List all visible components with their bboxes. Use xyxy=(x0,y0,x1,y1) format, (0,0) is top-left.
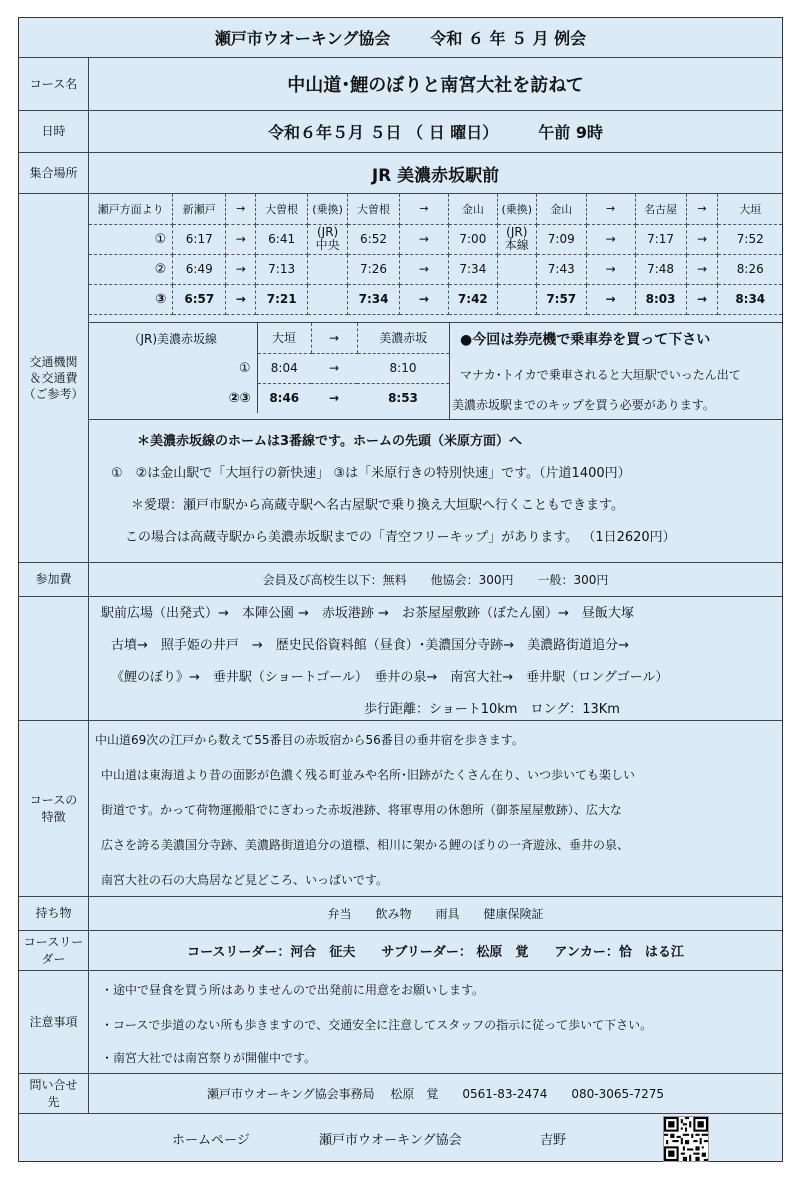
features-label xyxy=(19,721,89,896)
table-row xyxy=(89,383,449,413)
homepage-label: ホームページ xyxy=(172,1133,250,1148)
timetable-header: → xyxy=(400,194,449,224)
contact-row xyxy=(19,1074,782,1114)
timetable-header: → xyxy=(226,194,256,224)
features-row xyxy=(19,721,782,897)
time-cell: 8:04 xyxy=(257,353,311,383)
meeting-label: 集合場所 xyxy=(19,153,89,193)
route-line3: 《鯉のぼり》→ 垂井駅（ショートゴール） 垂井の泉→ 南宮大社→ 垂井駅（ロングゴール） xyxy=(111,670,669,685)
time-cell: 6:17 xyxy=(173,224,226,254)
jr-prefix: (JR) xyxy=(316,225,339,240)
datetime-label: 日時 xyxy=(19,111,89,152)
arrow-cell: → xyxy=(226,224,256,254)
train-number: ③ xyxy=(89,284,173,314)
train-number: ① xyxy=(238,360,251,376)
time-cell: 8:46 xyxy=(257,383,311,413)
items-value: 弁当 飲み物 雨具 健康保険証 xyxy=(327,907,544,921)
meeting-row xyxy=(19,153,782,194)
route-content xyxy=(89,597,782,720)
mino-akasaka-table xyxy=(89,323,449,413)
caution-line2: ・コースで歩道のない所も歩きますので、交通安全に注意してスタッフの指示に従って歩いて下さい。 xyxy=(101,1018,653,1032)
jr-prefix: (JR) xyxy=(506,225,528,240)
caution-content xyxy=(89,971,782,1073)
fee-label: 参加費 xyxy=(19,563,89,596)
leaders-label-line1: コースリー xyxy=(23,935,84,950)
header-org: 瀬戸市ウオーキング協会 xyxy=(214,29,391,48)
mino-from-station: 大垣 xyxy=(257,323,311,353)
time-cell: 8:10 xyxy=(357,353,449,383)
fee-value: 会員及び高校生以下：無料 他協会：300円 一般：300円 xyxy=(262,573,609,587)
fee-row xyxy=(19,563,782,597)
transport-note2: ① ②は金山駅で「大垣行の新快速」 ③は「米原行きの特別快速」です。（片道1400円） xyxy=(111,466,631,481)
mino-akasaka-section xyxy=(89,323,449,419)
contact-label-line2: 先 xyxy=(47,1094,60,1109)
timetable-header: 大垣 xyxy=(718,194,782,224)
transport-note4: この場合は高蔵寺駅から美濃赤坂駅までの「青空フリーキップ」があります。 （1日2620円） xyxy=(125,530,676,545)
mino-to-station: 美濃赤坂 xyxy=(357,323,449,353)
event-date: 令和６年５月 ５日 （ 日 曜日） xyxy=(267,123,499,142)
time-cell: 6:41 xyxy=(256,224,308,254)
features-line3: 街道です。かって荷物運搬船でにぎわった赤坂港跡、将軍専用の休憩所（御茶屋屋敷跡）、広大な xyxy=(101,803,622,817)
arrow-cell: → xyxy=(586,224,635,254)
empty-cell xyxy=(497,284,536,314)
flyer-header xyxy=(19,18,782,58)
arrow-cell: → xyxy=(400,284,449,314)
timetable-header: 金山 xyxy=(448,194,497,224)
arrow-cell: → xyxy=(400,224,449,254)
timetable-header: → xyxy=(686,194,718,224)
arrow-cell: → xyxy=(226,254,256,284)
jr-honsen-line xyxy=(497,224,536,254)
footer xyxy=(19,1114,782,1162)
arrow-cell: → xyxy=(311,323,357,353)
ticket-line1: マナカ･トイカで乗車されると大垣駅でいったん出て xyxy=(460,368,741,382)
time-cell: 7:57 xyxy=(536,284,586,314)
empty-cell xyxy=(308,254,348,284)
time-cell: 7:21 xyxy=(256,284,308,314)
route-row xyxy=(19,597,782,721)
time-cell: 7:48 xyxy=(635,254,686,284)
table-row xyxy=(89,284,782,314)
event-time: 午前 9時 xyxy=(538,123,603,142)
caution-label: 注意事項 xyxy=(19,971,89,1073)
time-cell: 7:26 xyxy=(348,254,400,284)
empty-cell xyxy=(497,254,536,284)
timetable-header: 瀬戸方面より xyxy=(89,194,173,224)
leaders-label-line2: ダー xyxy=(41,951,66,966)
arrow-cell: → xyxy=(686,254,718,284)
time-cell: 6:52 xyxy=(348,224,400,254)
route-label xyxy=(19,597,89,720)
time-cell: 7:00 xyxy=(448,224,497,254)
train-number: ②③ xyxy=(228,390,251,406)
transport-note3: ＊愛環：瀬戸市駅から高蔵寺駅へ名古屋駅で乗り換え大垣駅へ行くこともできます。 xyxy=(131,498,624,513)
features-label-line2: 特徴 xyxy=(41,809,66,824)
timetable-header: (乗換) xyxy=(308,194,348,224)
table-row xyxy=(89,353,449,383)
transport-label-line3: （ご参考） xyxy=(23,387,84,402)
datetime-content xyxy=(89,111,782,152)
arrow-cell: → xyxy=(686,284,718,314)
course-label: コース名 xyxy=(19,58,89,110)
jr-line-name: 本線 xyxy=(504,238,529,252)
timetable-header: 金山 xyxy=(536,194,586,224)
train-number: ② xyxy=(89,254,173,284)
transport-content xyxy=(89,194,782,562)
timetable-header: 大曽根 xyxy=(256,194,308,224)
timetable-header: 大曽根 xyxy=(348,194,400,224)
time-cell: 7:43 xyxy=(536,254,586,284)
time-cell: 8:53 xyxy=(388,391,418,406)
time-cell: 7:52 xyxy=(718,224,782,254)
header-date: 令和 ６ 年 ５ 月 例会 xyxy=(430,29,587,48)
arrow-cell: → xyxy=(686,224,718,254)
timetable-header: → xyxy=(586,194,635,224)
features-line2: 中山道は東海道より昔の面影が色濃く残る町並みや名所･旧跡がたくさん在り、いつ歩いても楽しい xyxy=(101,768,636,782)
time-cell: 6:57 xyxy=(173,284,226,314)
features-label-line1: コースの xyxy=(29,793,78,808)
arrow-cell: → xyxy=(226,284,256,314)
time-cell: 7:17 xyxy=(635,224,686,254)
leaders-label xyxy=(19,931,89,970)
contact-label xyxy=(19,1074,89,1113)
arrow-cell: → xyxy=(400,254,449,284)
features-content xyxy=(89,721,782,896)
homepage-name: 吉野 xyxy=(540,1133,567,1148)
transport-label xyxy=(19,194,89,562)
ticket-title: ●今回は券売機で乗車券を買って下さい xyxy=(460,332,711,348)
arrow-cell: → xyxy=(311,353,357,383)
transport-label-line1: 交通機関 xyxy=(29,354,78,369)
time-cell: 7:34 xyxy=(348,284,400,314)
route-line1: 駅前広場（出発式）→ 本陣公園 → 赤坂港跡 → お茶屋屋敷跡（ぼたん園）→ 昼飯大塚 xyxy=(101,606,634,621)
caution-row xyxy=(19,971,782,1074)
features-line1: 中山道69次の江戸から数えて55番目の赤坂宿から56番目の垂井宿を歩きます。 xyxy=(95,733,524,747)
leaders-row xyxy=(19,931,782,971)
qr-code-icon[interactable] xyxy=(663,1116,709,1162)
time-cell: 7:09 xyxy=(536,224,586,254)
jr-chuo-line xyxy=(308,224,348,254)
caution-line3: ・南宮大社では南宮祭りが開催中です。 xyxy=(101,1051,317,1065)
items-row xyxy=(19,897,782,931)
transport-label-line2: ＆交通費 xyxy=(29,370,78,385)
time-cell: 6:49 xyxy=(173,254,226,284)
contact-label-line1: 問い合せ xyxy=(29,1078,78,1093)
table-row xyxy=(89,224,782,254)
train-timetable xyxy=(89,194,782,315)
timetable-header: 新瀬戸 xyxy=(173,194,226,224)
jr-line-name: 中央 xyxy=(315,238,340,252)
features-line4: 広さを誇る美濃国分寺跡、美濃路街道追分の道標、相川に架かる鯉のぼりの一斉遊泳、垂井の泉、 xyxy=(101,838,630,852)
homepage-org: 瀬戸市ウオーキング協会 xyxy=(319,1133,462,1148)
time-cell: 8:34 xyxy=(718,284,782,314)
transport-note1: ＊美濃赤坂線のホームは3番線です。ホームの先頭（米原方面）へ xyxy=(137,434,523,449)
ticket-line2: 美濃赤坂駅までのキップを買う必要があります。 xyxy=(452,398,715,412)
contact-value: 瀬戸市ウオーキング協会事務局 松原 覚 0561-83-2474 080-3065-7275 xyxy=(206,1087,665,1101)
empty-cell xyxy=(308,284,348,314)
route-line2: 古墳→ 照手姫の井戸 → 歴史民俗資料館（昼食）･美濃国分寺跡→ 美濃路街道追分→ xyxy=(111,638,630,653)
mino-line-name: （JR)美濃赤坂線 xyxy=(128,331,218,346)
arrow-cell: → xyxy=(586,284,635,314)
features-line5: 南宮大社の石の大鳥居など見どころ、いっぱいです。 xyxy=(101,873,389,887)
course-row xyxy=(19,58,782,111)
meeting-place: JR 美濃赤坂駅前 xyxy=(371,165,500,186)
flyer xyxy=(18,17,783,1162)
arrow-cell: → xyxy=(586,254,635,284)
train-number: ① xyxy=(89,224,173,254)
table-row xyxy=(89,323,449,353)
timetable-header: (乗換) xyxy=(497,194,536,224)
arrow-cell: → xyxy=(328,391,340,406)
course-name: 中山道･鯉のぼりと南宮大社を訪ねて xyxy=(287,75,584,96)
transport-row xyxy=(19,194,782,563)
leaders-value: コースリーダー：河合 征夫 サブリーダー： 松原 覚 アンカー：恰 はる江 xyxy=(187,945,684,960)
notes-divider xyxy=(89,419,782,420)
time-cell: 7:34 xyxy=(448,254,497,284)
table-row xyxy=(89,254,782,284)
time-cell: 7:42 xyxy=(448,284,497,314)
time-cell: 7:13 xyxy=(256,254,308,284)
qr-code-graphic xyxy=(664,1117,708,1161)
timetable-header-row xyxy=(89,194,782,224)
time-cell: 8:26 xyxy=(718,254,782,284)
timetable-header: 名古屋 xyxy=(635,194,686,224)
walking-distance: 歩行距離：ショート10km ロング：13Km xyxy=(364,702,620,717)
items-label: 持ち物 xyxy=(19,897,89,930)
time-cell: 8:03 xyxy=(635,284,686,314)
caution-line1: ・途中で昼食を買う所はありませんので出発前に用意をお願いします。 xyxy=(101,983,485,997)
ticket-notice xyxy=(449,323,782,419)
datetime-row xyxy=(19,111,782,153)
